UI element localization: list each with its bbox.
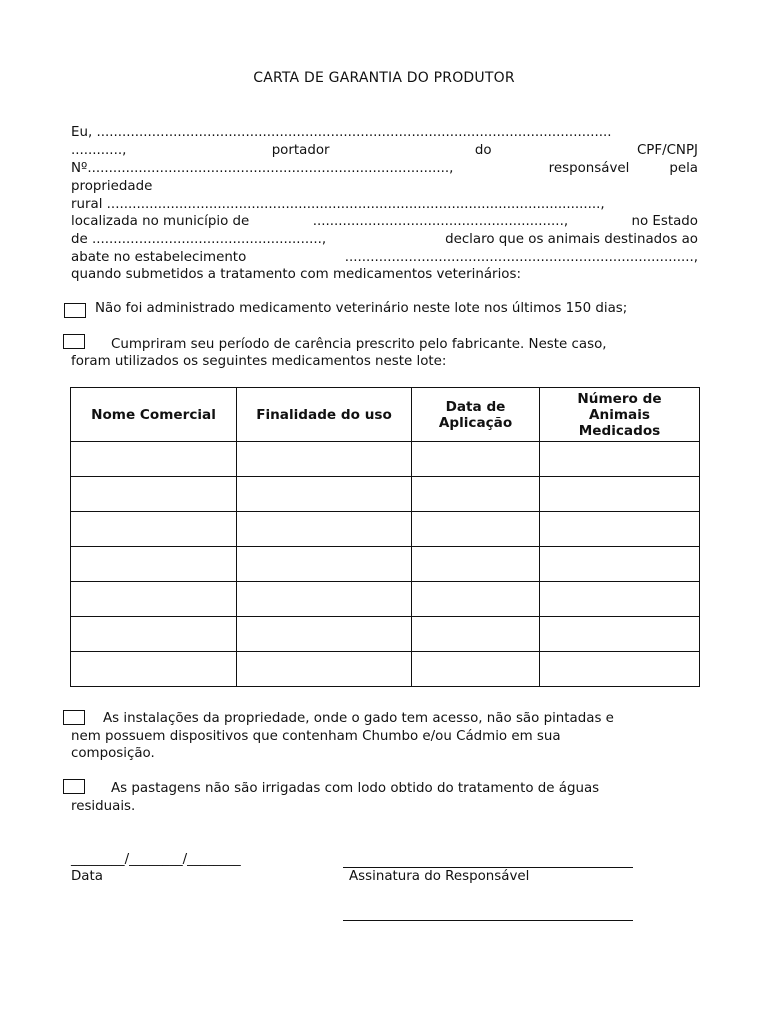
second-signature-line[interactable] (343, 920, 633, 921)
medications-table (70, 387, 700, 687)
signature-label: Assinatura do Responsável (349, 869, 530, 884)
cell-numero[interactable] (540, 582, 700, 617)
intro-do: do (474, 143, 492, 158)
option1-checkbox[interactable] (64, 303, 86, 318)
table-row (71, 617, 700, 652)
header-finalidade: Finalidade do uso (237, 388, 412, 442)
intro-number-field: Nº....................................................................................., (71, 161, 454, 176)
cell-data[interactable] (412, 477, 540, 512)
option3-text-line-1: As instalações da propriedade, onde o gado tem acesso, não são pintadas e (103, 711, 614, 726)
cell-finalidade[interactable] (237, 477, 412, 512)
cell-numero[interactable] (540, 512, 700, 547)
cell-numero[interactable] (540, 547, 700, 582)
header-data-aplicacao: Data de Aplicação (412, 388, 540, 442)
option3-text-line-2: nem possuem dispositivos que contenham Chumbo e/ou Cádmio em sua (71, 729, 561, 744)
cell-numero[interactable] (540, 442, 700, 477)
intro-line-3 (71, 160, 698, 178)
date-label: Data (71, 869, 103, 884)
table-header-row (71, 388, 700, 442)
intro-line-2 (71, 142, 698, 160)
cell-numero[interactable] (540, 617, 700, 652)
cell-finalidade[interactable] (237, 582, 412, 617)
table-row (71, 582, 700, 617)
table-row (71, 512, 700, 547)
cell-nome[interactable] (71, 652, 237, 687)
intro-estado-label: no Estado (631, 214, 698, 229)
cell-finalidade[interactable] (237, 442, 412, 477)
intro-estado-field: de ......................................................, (71, 232, 327, 247)
option2-checkbox[interactable] (63, 334, 85, 349)
cell-nome[interactable] (71, 547, 237, 582)
cell-nome[interactable] (71, 477, 237, 512)
option1-text: Não foi administrado medicamento veterinário neste lote nos últimos 150 dias; (95, 301, 628, 316)
intro-responsavel: responsável (548, 161, 630, 176)
option4-text-line-2: residuais. (71, 799, 136, 814)
intro-estabelecimento-field: .................................................................................., (344, 250, 698, 265)
date-field[interactable]: ________/________/________ (71, 852, 241, 867)
intro-line-7 (71, 231, 698, 249)
intro-line-5: rural ...................................................................................................................., (71, 197, 605, 212)
cell-nome[interactable] (71, 512, 237, 547)
cell-numero[interactable] (540, 477, 700, 512)
cell-numero[interactable] (540, 652, 700, 687)
option4-text-line-1: As pastagens não são irrigadas com lodo obtido do tratamento de águas (111, 781, 600, 796)
intro-line-4: propriedade (71, 179, 153, 194)
intro-abate-label: abate no estabelecimento (71, 250, 247, 265)
cell-finalidade[interactable] (237, 652, 412, 687)
cell-nome[interactable] (71, 442, 237, 477)
option2-text-line-2: foram utilizados os seguintes medicamentos neste lote: (71, 354, 447, 369)
table-row (71, 442, 700, 477)
cell-finalidade[interactable] (237, 547, 412, 582)
cell-data[interactable] (412, 617, 540, 652)
cell-data[interactable] (412, 547, 540, 582)
document-title: CARTA DE GARANTIA DO PRODUTOR (253, 70, 515, 86)
intro-line-8 (71, 249, 698, 267)
cell-finalidade[interactable] (237, 617, 412, 652)
cell-data[interactable] (412, 582, 540, 617)
header-nome-comercial: Nome Comercial (71, 388, 237, 442)
option2-text-line-1: Cumpriram seu período de carência prescrito pelo fabricante. Neste caso, (111, 337, 607, 352)
table-row (71, 477, 700, 512)
option3-text-line-3: composição. (71, 746, 155, 761)
cell-data[interactable] (412, 512, 540, 547)
cell-nome[interactable] (71, 617, 237, 652)
intro-declaro: declaro que os animais destinados ao (445, 232, 698, 247)
intro-line-9: quando submetidos a tratamento com medicamentos veterinários: (71, 267, 521, 282)
intro-line-6 (71, 213, 698, 231)
table-row (71, 652, 700, 687)
intro-cpf-dots: ............, (71, 143, 127, 158)
option3-checkbox[interactable] (63, 710, 85, 725)
intro-cpf-label: CPF/CNPJ (636, 143, 698, 158)
signature-line[interactable] (343, 867, 633, 868)
cell-nome[interactable] (71, 582, 237, 617)
intro-pela: pela (669, 161, 698, 176)
cell-data[interactable] (412, 442, 540, 477)
header-numero-animais: Número de Animais Medicados (540, 388, 700, 442)
intro-municipio-field: ..........................................................., (312, 214, 569, 229)
option4-checkbox[interactable] (63, 779, 85, 794)
intro-portador: portador (271, 143, 330, 158)
intro-municipio-label: localizada no município de (71, 214, 250, 229)
intro-line-1: Eu, ......................................................................................................................... (71, 125, 612, 140)
cell-finalidade[interactable] (237, 512, 412, 547)
cell-data[interactable] (412, 652, 540, 687)
table-row (71, 547, 700, 582)
